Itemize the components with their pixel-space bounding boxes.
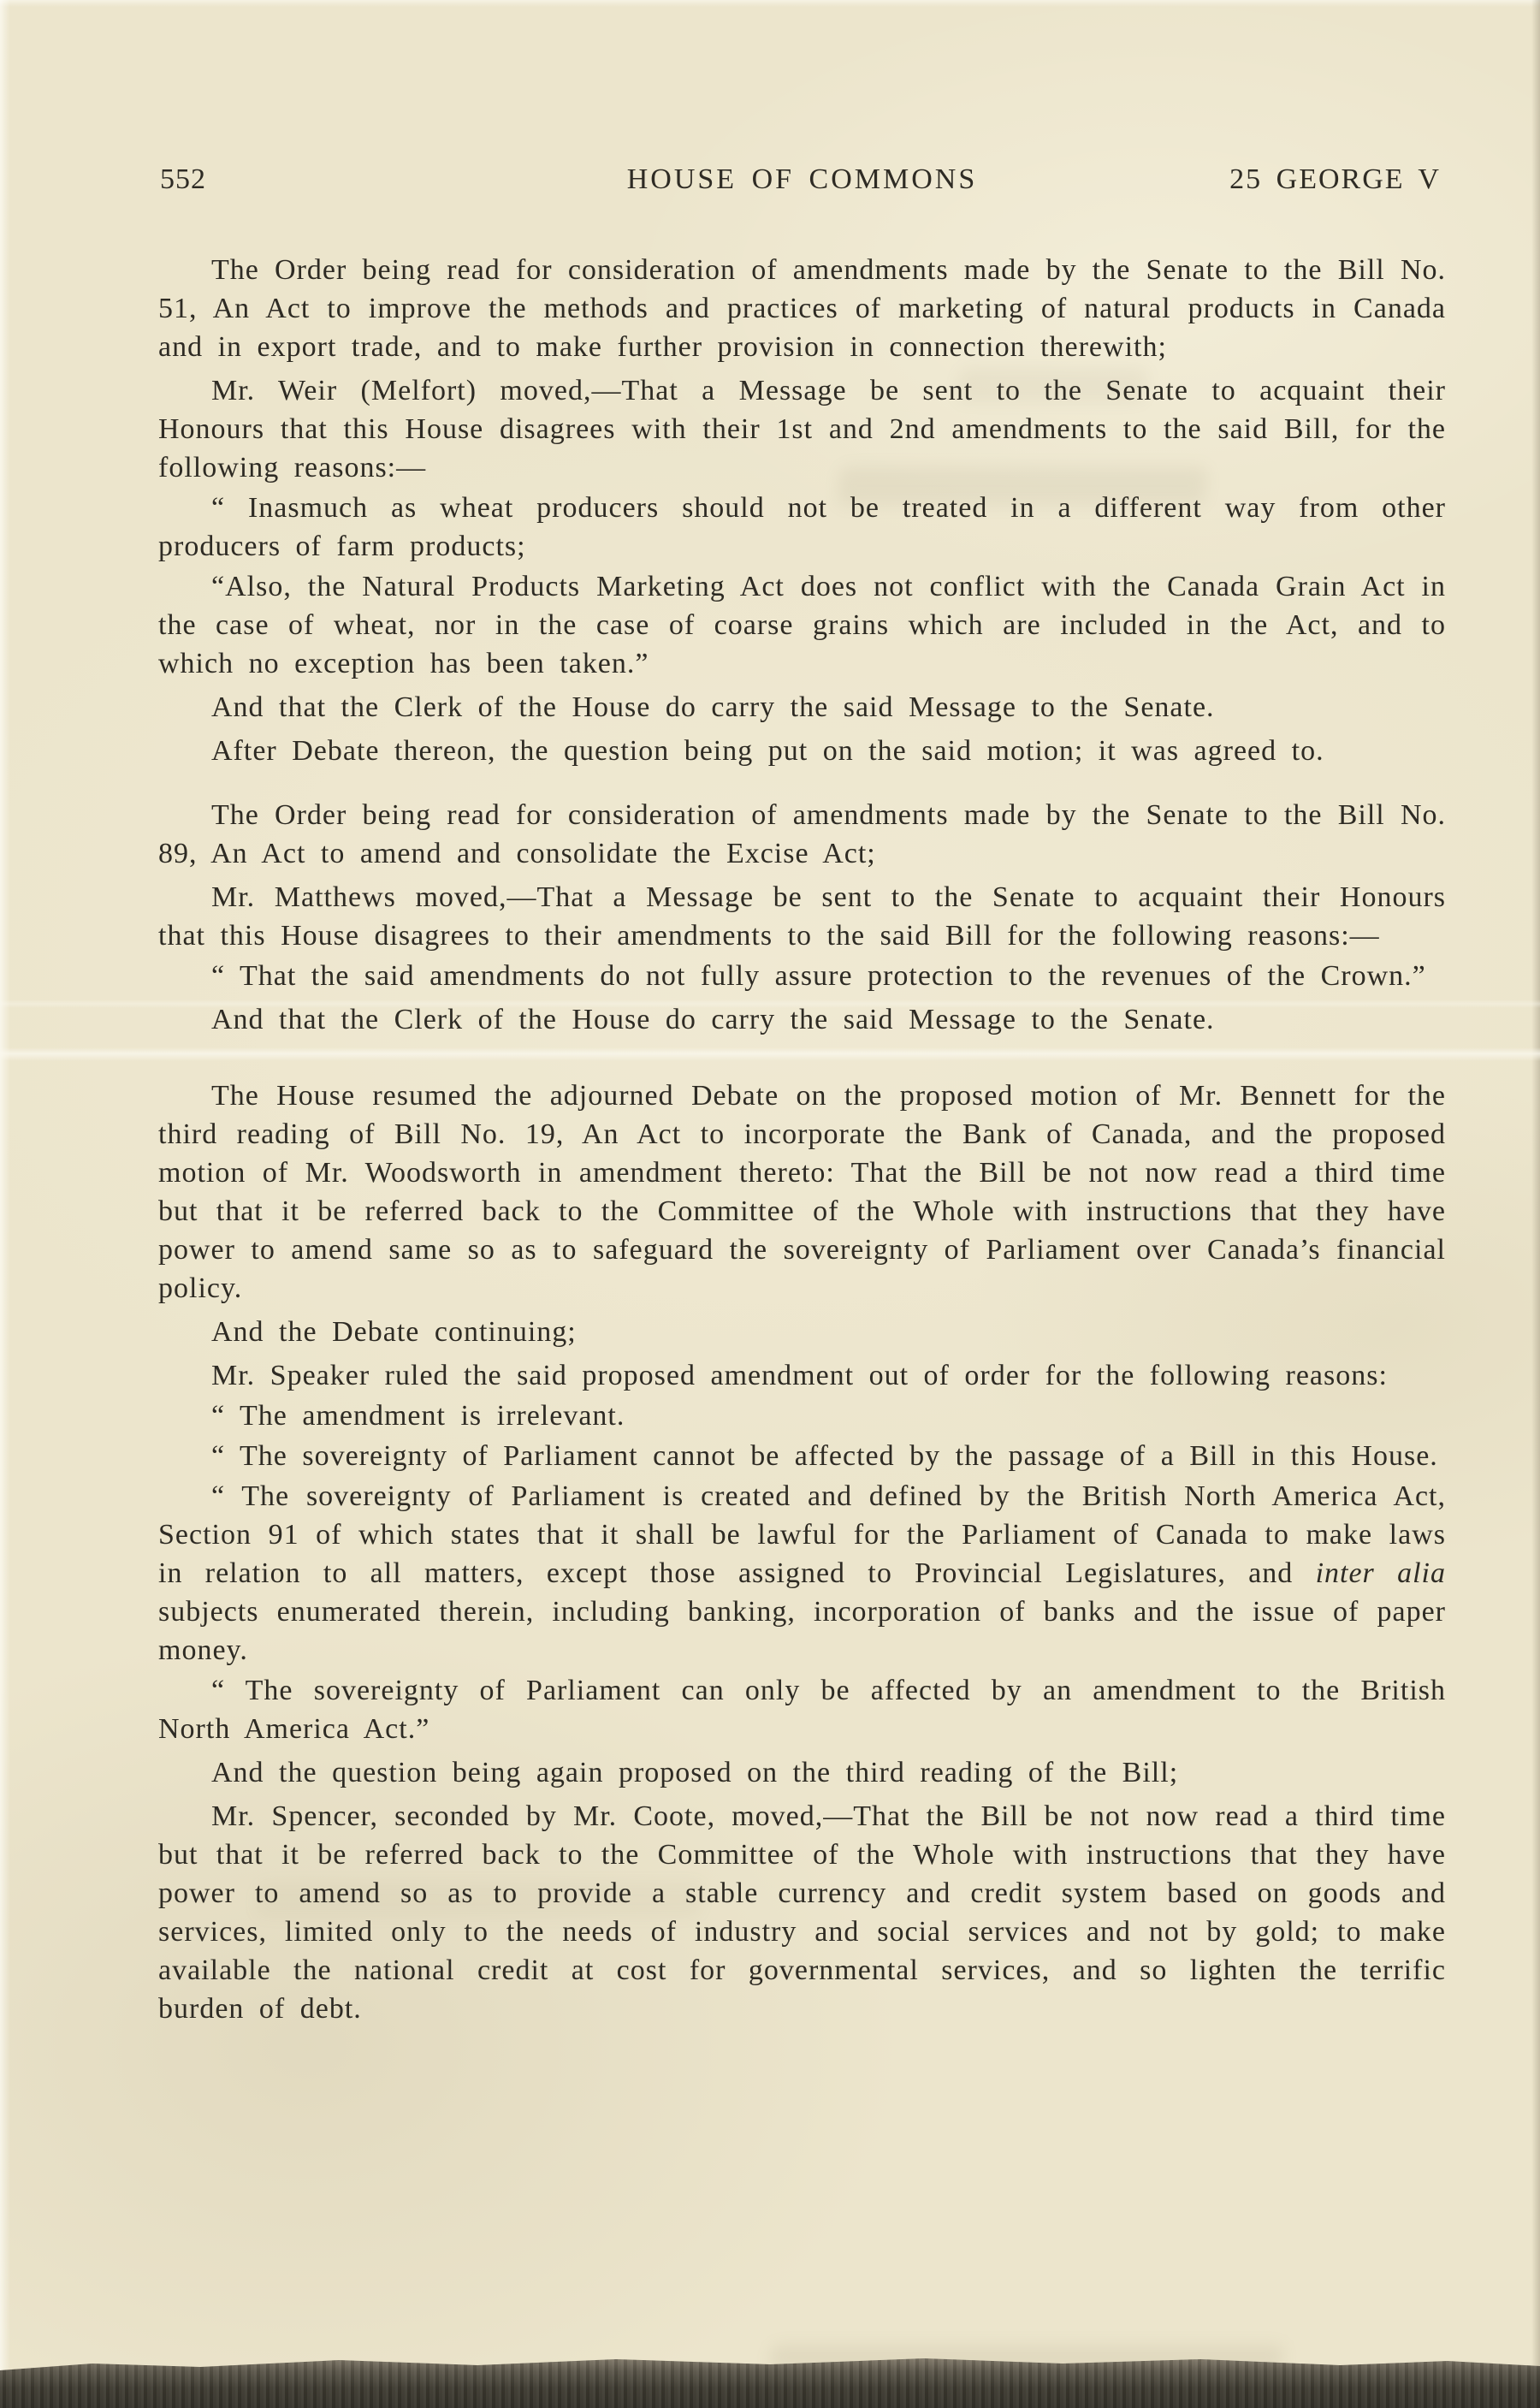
text-run: “ The amendment is irrelevant. bbox=[211, 1400, 625, 1432]
paragraph bbox=[158, 1397, 1446, 1435]
paragraph bbox=[158, 1671, 1446, 1748]
page-header bbox=[158, 161, 1446, 204]
page-body bbox=[158, 251, 1446, 2028]
paragraph bbox=[158, 251, 1446, 366]
paragraph bbox=[158, 1477, 1446, 1670]
running-title: HOUSE OF COMMONS bbox=[626, 163, 978, 195]
paragraph bbox=[158, 1437, 1446, 1475]
text-run: Mr. Spencer, seconded by Mr. Coote, moved,—That the Bill be not now read a third time but that it be referred back to the Committee of the Whole with instructions that they have power to amend so as to provide a stable currency and credit system based on goods and services, limited only to the needs of industry and social services and not by gold; to make available the national credit at cost for governmental services, and so lighten the terrific burden of debt. bbox=[158, 1800, 1446, 2025]
paragraph bbox=[158, 489, 1446, 566]
paragraph bbox=[158, 567, 1446, 683]
paragraph bbox=[158, 1000, 1446, 1039]
page-edge-left bbox=[0, 0, 10, 2408]
regnal-year: 25 GEORGE V bbox=[1229, 163, 1441, 195]
paragraph bbox=[158, 1797, 1446, 2028]
paragraph bbox=[158, 688, 1446, 727]
text-run: And the question being again proposed on the third reading of the Bill; bbox=[211, 1757, 1179, 1788]
text-run: The Order being read for consideration of amendments made by the Senate to the Bill No. 51, An Act to improve the methods and practices of marketing of natural products in Canada and in export trade, and to make further provision in connection therewith; bbox=[158, 254, 1446, 363]
text-run: And that the Clerk of the House do carry the said Message to the Senate. bbox=[211, 1004, 1215, 1035]
text-run: Mr. Weir (Melfort) moved,—That a Message be sent to the Senate to acquaint their Honours that this House disagrees with their 1st and 2nd amendments to the said Bill, for the following reasons:— bbox=[158, 375, 1446, 483]
text-run: And that the Clerk of the House do carry the said Message to the Senate. bbox=[211, 691, 1215, 723]
paragraph bbox=[158, 371, 1446, 487]
paragraph bbox=[158, 957, 1446, 995]
paragraph bbox=[158, 878, 1446, 955]
text-run: Mr. Speaker ruled the said proposed amendment out of order for the following reasons: bbox=[211, 1360, 1388, 1391]
text-run: The Order being read for consideration of amendments made by the Senate to the Bill No. 89, An Act to amend and consolidate the Excise Act; bbox=[158, 799, 1446, 869]
italic-text-run: inter alia bbox=[1315, 1557, 1446, 1589]
text-run: subjects enumerated therein, including banking, incorporation of banks and the issue of paper money. bbox=[158, 1596, 1446, 1666]
text-run: Mr. Matthews moved,—That a Message be sent to the Senate to acquaint their Honours that this House disagrees to their amendments to the said Bill for the following reasons:— bbox=[158, 881, 1446, 952]
paragraph bbox=[158, 1356, 1446, 1395]
text-run: “ Inasmuch as wheat producers should not be treated in a different way from other producers of farm products; bbox=[158, 492, 1446, 562]
paragraph bbox=[158, 1753, 1446, 1792]
paragraph bbox=[158, 796, 1446, 873]
paragraph bbox=[158, 732, 1446, 770]
text-run: “ That the said amendments do not fully assure protection to the revenues of the Crown.” bbox=[211, 960, 1426, 992]
text-run: The House resumed the adjourned Debate on the proposed motion of Mr. Bennett for the third reading of Bill No. 19, An Act to incorporate the Bank of Canada, and the proposed motion of Mr. Woodsworth in amendment thereto: That the Bill be not now read a third time but that it be referred back to the Committee of the Whole with instructions that they have power to amend same so as to safeguard the sovereignty of Parliament over Canada’s financial policy. bbox=[158, 1080, 1446, 1304]
page-edge-right bbox=[1531, 0, 1540, 2408]
page-edge-top bbox=[0, 0, 1540, 7]
paragraph bbox=[158, 1313, 1446, 1351]
page-number: 552 bbox=[160, 163, 206, 195]
text-run: “ The sovereignty of Parliament is created and defined by the British North America Act, Section 91 of which states that it shall be lawful for the Parliament of Canada to make laws in relation to all matters, except those assigned to Provincial Legislatures, and bbox=[158, 1480, 1446, 1589]
text-run: And the Debate continuing; bbox=[211, 1316, 577, 1348]
text-run: “Also, the Natural Products Marketing Act does not conflict with the Canada Grain Act in the case of wheat, nor in the case of coarse grains which are included in the Act, and to which no exception has been taken.” bbox=[158, 571, 1446, 679]
text-run: “ The sovereignty of Parliament cannot be affected by the passage of a Bill in this House. bbox=[211, 1440, 1438, 1472]
paragraph bbox=[158, 1076, 1446, 1308]
text-run: “ The sovereignty of Parliament can only be affected by an amendment to the British North America Act.” bbox=[158, 1675, 1446, 1745]
text-run: After Debate thereon, the question being put on the said motion; it was agreed to. bbox=[211, 735, 1324, 767]
